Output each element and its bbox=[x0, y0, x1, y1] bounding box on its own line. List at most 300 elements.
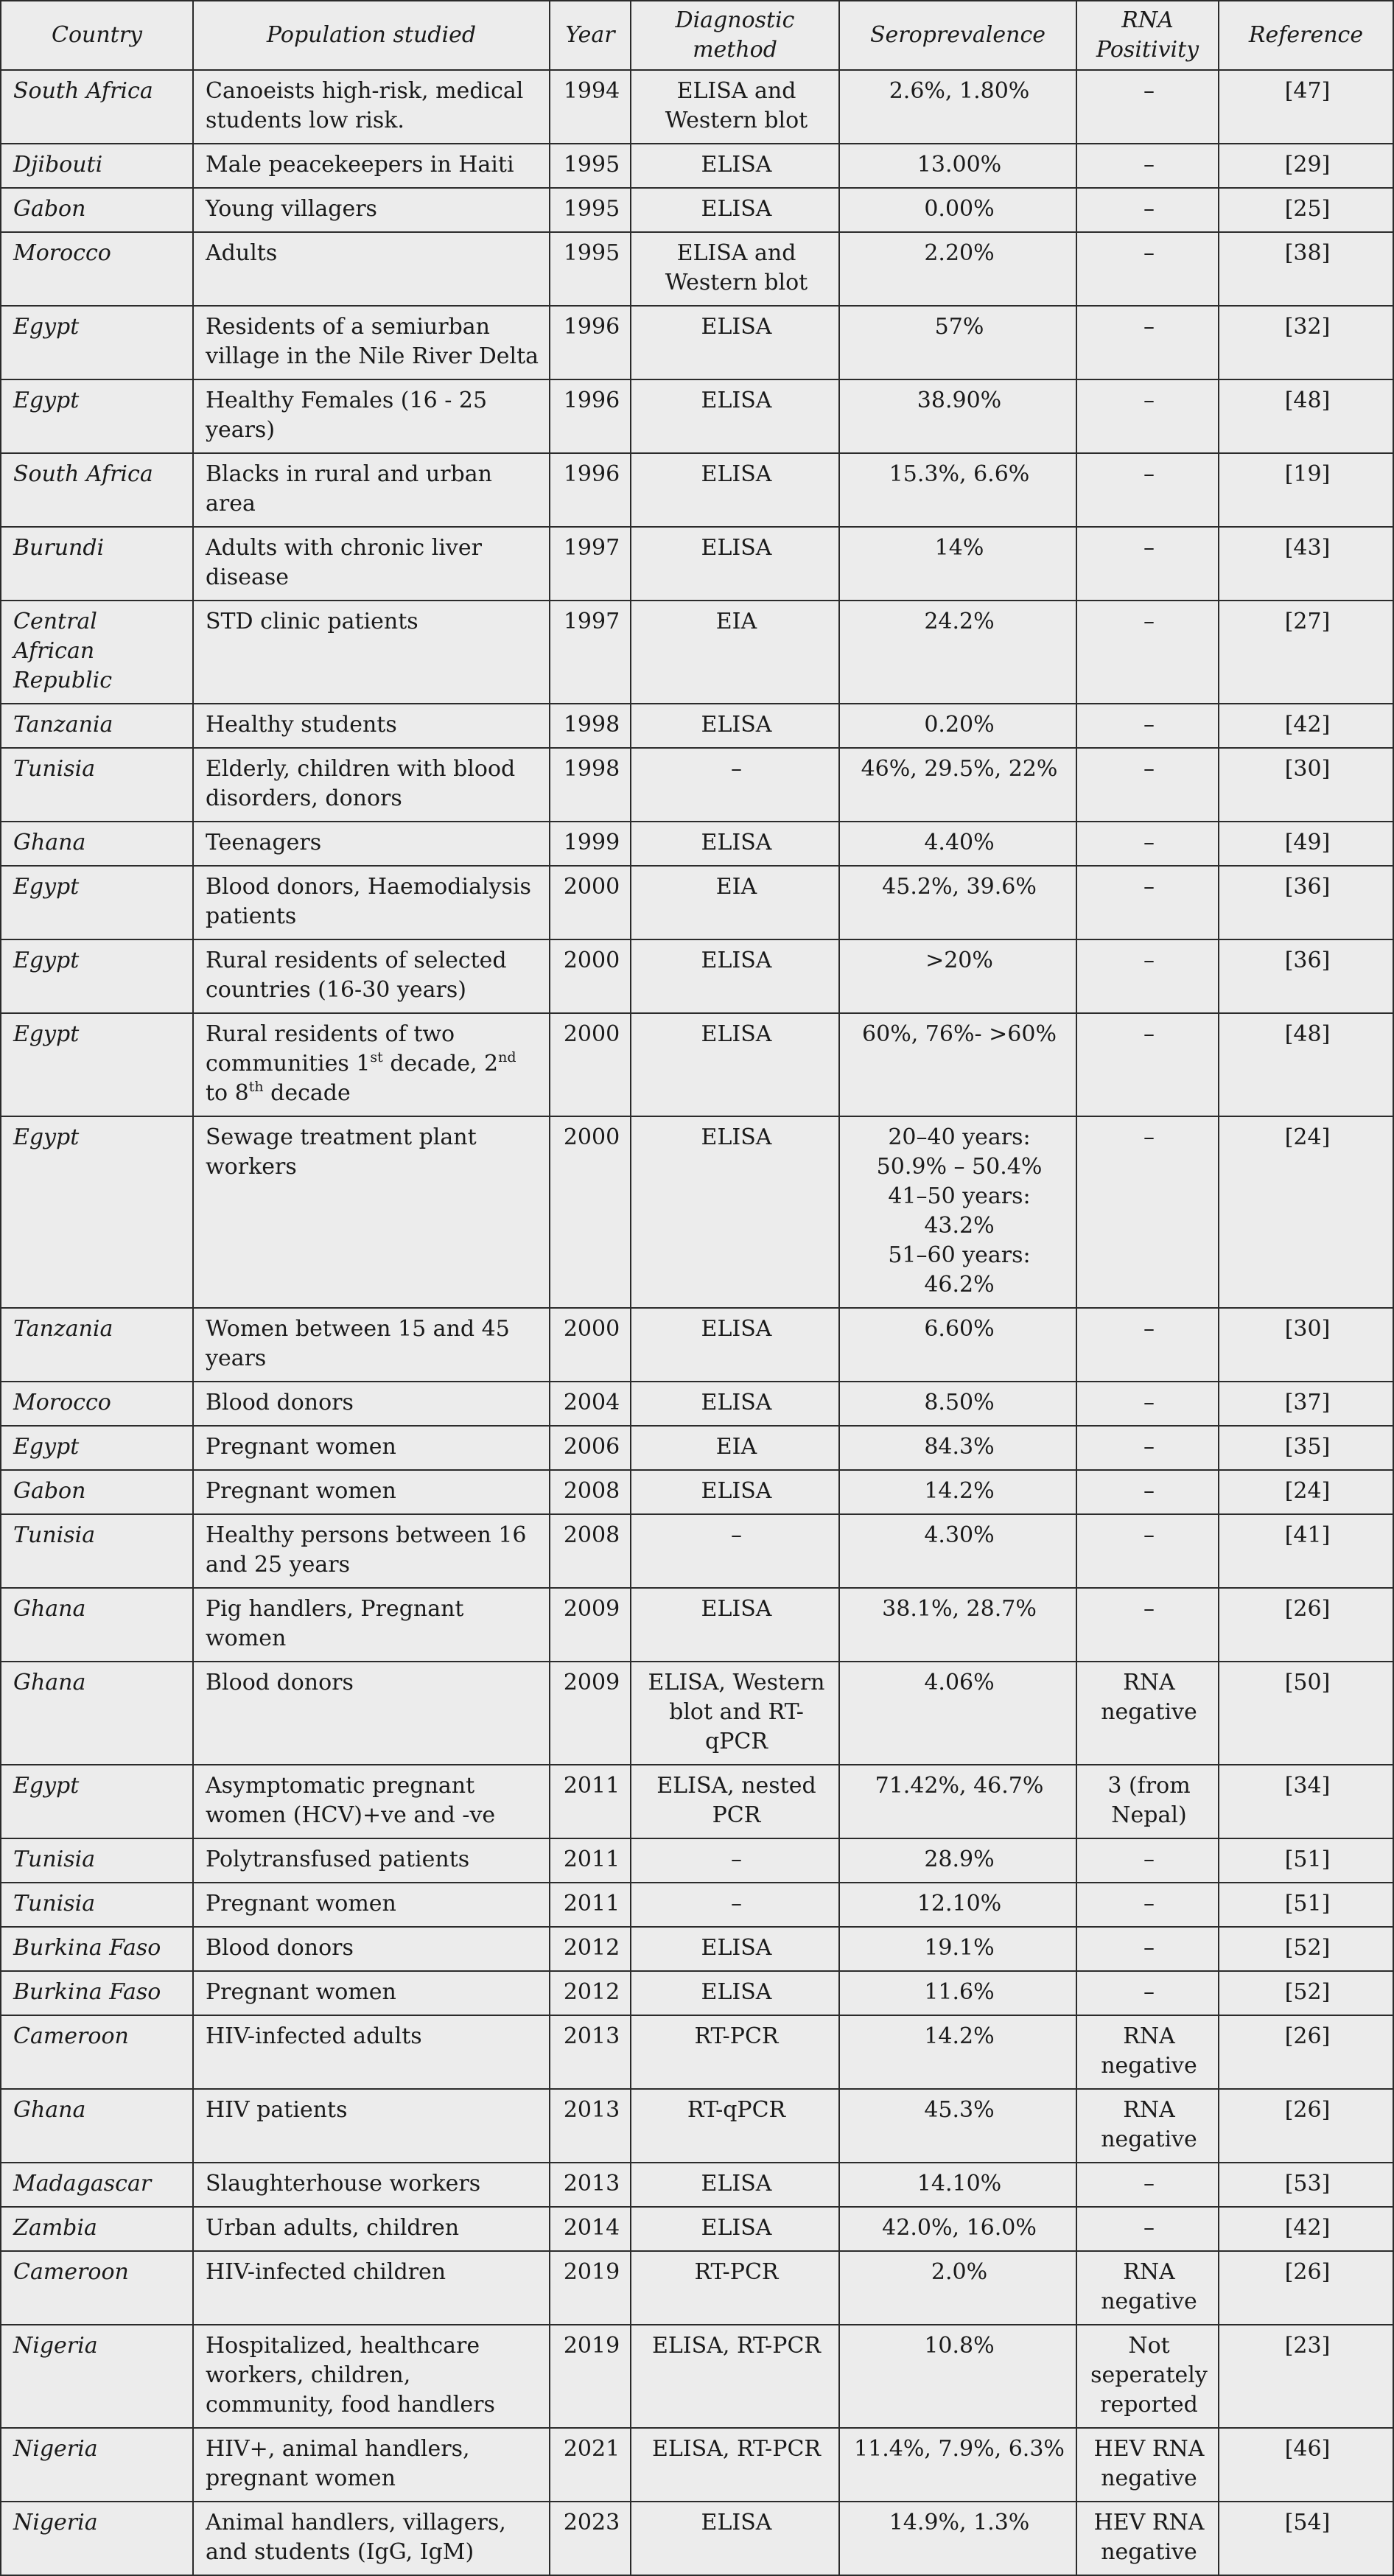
cell-method: ELISA and Western blot bbox=[631, 70, 839, 144]
cell-country: South Africa bbox=[1, 453, 193, 527]
cell-country: Egypt bbox=[1, 379, 193, 453]
cell-method: ELISA bbox=[631, 939, 839, 1013]
cell-country: Burkina Faso bbox=[1, 1927, 193, 1971]
cell-reference: [51] bbox=[1219, 1838, 1393, 1883]
cell-rna-positivity: – bbox=[1076, 704, 1219, 748]
cell-method: ELISA bbox=[631, 1927, 839, 1971]
cell-year: 2000 bbox=[550, 1116, 631, 1308]
cell-country: Ghana bbox=[1, 822, 193, 866]
cell-seroprevalence: 45.2%, 39.6% bbox=[839, 866, 1076, 939]
cell-country: Ghana bbox=[1, 2089, 193, 2163]
table-row bbox=[1, 1470, 1393, 1514]
table-row bbox=[1, 2163, 1393, 2207]
cell-country: Djibouti bbox=[1, 144, 193, 188]
cell-population: Blood donors bbox=[193, 1382, 550, 1426]
cell-seroprevalence: 71.42%, 46.7% bbox=[839, 1765, 1076, 1838]
cell-reference: [51] bbox=[1219, 1883, 1393, 1927]
cell-rna-positivity: RNA negative bbox=[1076, 2089, 1219, 2163]
cell-method: ELISA, RT-PCR bbox=[631, 2325, 839, 2428]
cell-year: 1995 bbox=[550, 188, 631, 232]
cell-seroprevalence: 14.2% bbox=[839, 1470, 1076, 1514]
cell-country: Tunisia bbox=[1, 1883, 193, 1927]
cell-year: 2009 bbox=[550, 1662, 631, 1765]
cell-seroprevalence: 4.40% bbox=[839, 822, 1076, 866]
cell-population: Women between 15 and 45 years bbox=[193, 1308, 550, 1382]
cell-method: ELISA and Western blot bbox=[631, 232, 839, 306]
cell-method: ELISA bbox=[631, 1308, 839, 1382]
cell-seroprevalence: 12.10% bbox=[839, 1883, 1076, 1927]
cell-reference: [36] bbox=[1219, 939, 1393, 1013]
cell-method: ELISA, nested PCR bbox=[631, 1765, 839, 1838]
population-text: to 8 bbox=[206, 1080, 249, 1106]
cell-seroprevalence: 19.1% bbox=[839, 1927, 1076, 1971]
cell-rna-positivity: – bbox=[1076, 1588, 1219, 1662]
cell-country: Nigeria bbox=[1, 2502, 193, 2575]
cell-seroprevalence: 11.4%, 7.9%, 6.3% bbox=[839, 2428, 1076, 2502]
cell-seroprevalence: 28.9% bbox=[839, 1838, 1076, 1883]
seroprevalence-line: 50.9% – 50.4% bbox=[876, 1154, 1043, 1180]
cell-year: 1995 bbox=[550, 232, 631, 306]
cell-rna-positivity: – bbox=[1076, 1013, 1219, 1116]
cell-rna-positivity: – bbox=[1076, 1470, 1219, 1514]
cell-country: Morocco bbox=[1, 1382, 193, 1426]
cell-seroprevalence: 2.20% bbox=[839, 232, 1076, 306]
table-row bbox=[1, 2428, 1393, 2502]
cell-seroprevalence: 57% bbox=[839, 306, 1076, 379]
cell-country: Tunisia bbox=[1, 1514, 193, 1588]
table-row bbox=[1, 1927, 1393, 1971]
cell-country: Burkina Faso bbox=[1, 1971, 193, 2015]
cell-method: ELISA, Western blot and RT-qPCR bbox=[631, 1662, 839, 1765]
cell-population: Healthy persons between 16 and 25 years bbox=[193, 1514, 550, 1588]
table-row bbox=[1, 1308, 1393, 1382]
cell-population: Adults with chronic liver disease bbox=[193, 527, 550, 601]
cell-population: HIV-infected children bbox=[193, 2251, 550, 2325]
cell-population bbox=[193, 1013, 550, 1116]
cell-country: Egypt bbox=[1, 1116, 193, 1308]
cell-method: ELISA bbox=[631, 2163, 839, 2207]
table-row bbox=[1, 1382, 1393, 1426]
cell-rna-positivity: – bbox=[1076, 1514, 1219, 1588]
cell-seroprevalence: 2.6%, 1.80% bbox=[839, 70, 1076, 144]
cell-year: 2012 bbox=[550, 1971, 631, 2015]
cell-seroprevalence: 14% bbox=[839, 527, 1076, 601]
table-row bbox=[1, 866, 1393, 939]
cell-year: 1997 bbox=[550, 601, 631, 704]
cell-country: Egypt bbox=[1, 1013, 193, 1116]
cell-reference: [46] bbox=[1219, 2428, 1393, 2502]
cell-reference: [27] bbox=[1219, 601, 1393, 704]
cell-seroprevalence: 13.00% bbox=[839, 144, 1076, 188]
table-row bbox=[1, 1838, 1393, 1883]
cell-year: 1999 bbox=[550, 822, 631, 866]
cell-seroprevalence: >20% bbox=[839, 939, 1076, 1013]
table-row bbox=[1, 144, 1393, 188]
cell-seroprevalence: 15.3%, 6.6% bbox=[839, 453, 1076, 527]
cell-rna-positivity: HEV RNA negative bbox=[1076, 2428, 1219, 2502]
cell-reference: [54] bbox=[1219, 2502, 1393, 2575]
cell-reference: [26] bbox=[1219, 2251, 1393, 2325]
cell-seroprevalence: 38.1%, 28.7% bbox=[839, 1588, 1076, 1662]
cell-method: ELISA bbox=[631, 704, 839, 748]
cell-reference: [52] bbox=[1219, 1971, 1393, 2015]
cell-population: Blood donors bbox=[193, 1662, 550, 1765]
cell-method: ELISA bbox=[631, 527, 839, 601]
cell-year: 2021 bbox=[550, 2428, 631, 2502]
cell-country: Egypt bbox=[1, 1426, 193, 1470]
cell-seroprevalence: 8.50% bbox=[839, 1382, 1076, 1426]
cell-population: Residents of a semiurban village in the Nile River Delta bbox=[193, 306, 550, 379]
table-row bbox=[1, 1013, 1393, 1116]
cell-country: South Africa bbox=[1, 70, 193, 144]
cell-rna-positivity: Not seperately reported bbox=[1076, 2325, 1219, 2428]
table-row bbox=[1, 527, 1393, 601]
cell-rna-positivity: – bbox=[1076, 748, 1219, 822]
cell-country: Egypt bbox=[1, 1765, 193, 1838]
cell-year: 2000 bbox=[550, 1308, 631, 1382]
cell-year: 1997 bbox=[550, 527, 631, 601]
cell-seroprevalence: 60%, 76%- >60% bbox=[839, 1013, 1076, 1116]
cell-reference: [32] bbox=[1219, 306, 1393, 379]
cell-seroprevalence: 6.60% bbox=[839, 1308, 1076, 1382]
ordinal-suffix: th bbox=[248, 1079, 264, 1095]
cell-population: Slaughterhouse workers bbox=[193, 2163, 550, 2207]
cell-population: Healthy students bbox=[193, 704, 550, 748]
cell-rna-positivity: – bbox=[1076, 1308, 1219, 1382]
cell-reference: [37] bbox=[1219, 1382, 1393, 1426]
cell-country: Morocco bbox=[1, 232, 193, 306]
cell-reference: [30] bbox=[1219, 748, 1393, 822]
cell-method: EIA bbox=[631, 1426, 839, 1470]
cell-seroprevalence: 45.3% bbox=[839, 2089, 1076, 2163]
cell-reference: [35] bbox=[1219, 1426, 1393, 1470]
cell-country: Cameroon bbox=[1, 2015, 193, 2089]
cell-reference: [47] bbox=[1219, 70, 1393, 144]
cell-population: Pregnant women bbox=[193, 1883, 550, 1927]
cell-method: RT-PCR bbox=[631, 2015, 839, 2089]
cell-year: 2008 bbox=[550, 1514, 631, 1588]
cell-reference: [52] bbox=[1219, 1927, 1393, 1971]
cell-method: ELISA bbox=[631, 1588, 839, 1662]
cell-reference: [34] bbox=[1219, 1765, 1393, 1838]
cell-method: EIA bbox=[631, 601, 839, 704]
cell-rna-positivity: – bbox=[1076, 1883, 1219, 1927]
header-row bbox=[1, 1, 1393, 70]
seroprevalence-line: 20–40 years: bbox=[888, 1124, 1031, 1150]
cell-seroprevalence: 11.6% bbox=[839, 1971, 1076, 2015]
cell-year: 2000 bbox=[550, 1013, 631, 1116]
cell-rna-positivity: – bbox=[1076, 379, 1219, 453]
table-row bbox=[1, 453, 1393, 527]
seroprevalence-line: 41–50 years: 43.2% bbox=[888, 1183, 1031, 1239]
cell-population: Polytransfused patients bbox=[193, 1838, 550, 1883]
table-row bbox=[1, 306, 1393, 379]
cell-method: ELISA bbox=[631, 1382, 839, 1426]
cell-method: EIA bbox=[631, 866, 839, 939]
cell-seroprevalence: 0.20% bbox=[839, 704, 1076, 748]
cell-rna-positivity: – bbox=[1076, 1426, 1219, 1470]
cell-reference: [24] bbox=[1219, 1470, 1393, 1514]
population-text: decade bbox=[263, 1080, 351, 1106]
cell-population: Pig handlers, Pregnant women bbox=[193, 1588, 550, 1662]
cell-rna-positivity: RNA negative bbox=[1076, 2015, 1219, 2089]
cell-method: ELISA bbox=[631, 306, 839, 379]
cell-country: Nigeria bbox=[1, 2428, 193, 2502]
table-row bbox=[1, 601, 1393, 704]
cell-reference: [25] bbox=[1219, 188, 1393, 232]
cell-year: 2013 bbox=[550, 2015, 631, 2089]
cell-reference: [41] bbox=[1219, 1514, 1393, 1588]
cell-rna-positivity: – bbox=[1076, 1382, 1219, 1426]
cell-seroprevalence: 24.2% bbox=[839, 601, 1076, 704]
cell-country: Madagascar bbox=[1, 2163, 193, 2207]
cell-rna-positivity: – bbox=[1076, 1116, 1219, 1308]
table-row bbox=[1, 2207, 1393, 2251]
cell-reference: [24] bbox=[1219, 1116, 1393, 1308]
table-row bbox=[1, 2251, 1393, 2325]
cell-seroprevalence: 14.10% bbox=[839, 2163, 1076, 2207]
cell-rna-positivity: – bbox=[1076, 306, 1219, 379]
table-row bbox=[1, 1883, 1393, 1927]
cell-population: Elderly, children with blood disorders, donors bbox=[193, 748, 550, 822]
cell-population: Canoeists high-risk, medical students low risk. bbox=[193, 70, 550, 144]
cell-country: Tunisia bbox=[1, 1838, 193, 1883]
cell-rna-positivity: – bbox=[1076, 2163, 1219, 2207]
cell-population: Animal handlers, villagers, and students (IgG, IgM) bbox=[193, 2502, 550, 2575]
cell-population: HIV patients bbox=[193, 2089, 550, 2163]
cell-method: ELISA, RT-PCR bbox=[631, 2428, 839, 2502]
cell-reference: [36] bbox=[1219, 866, 1393, 939]
table-row bbox=[1, 2015, 1393, 2089]
cell-rna-positivity: – bbox=[1076, 2207, 1219, 2251]
cell-rna-positivity: – bbox=[1076, 1927, 1219, 1971]
cell-method: ELISA bbox=[631, 1013, 839, 1116]
cell-population: Pregnant women bbox=[193, 1971, 550, 2015]
cell-rna-positivity: RNA negative bbox=[1076, 1662, 1219, 1765]
cell-reference: [26] bbox=[1219, 2089, 1393, 2163]
cell-population: Healthy Females (16 - 25 years) bbox=[193, 379, 550, 453]
cell-country: Ghana bbox=[1, 1662, 193, 1765]
cell-reference: [38] bbox=[1219, 232, 1393, 306]
cell-country: Gabon bbox=[1, 188, 193, 232]
table-row bbox=[1, 188, 1393, 232]
cell-reference: [30] bbox=[1219, 1308, 1393, 1382]
cell-rna-positivity: – bbox=[1076, 453, 1219, 527]
population-text: decade, 2 bbox=[382, 1051, 499, 1077]
table-row bbox=[1, 232, 1393, 306]
cell-reference: [50] bbox=[1219, 1662, 1393, 1765]
cell-seroprevalence: 46%, 29.5%, 22% bbox=[839, 748, 1076, 822]
cell-rna-positivity: – bbox=[1076, 188, 1219, 232]
cell-population: Pregnant women bbox=[193, 1470, 550, 1514]
cell-year: 2004 bbox=[550, 1382, 631, 1426]
cell-seroprevalence: 4.30% bbox=[839, 1514, 1076, 1588]
cell-country: Tunisia bbox=[1, 748, 193, 822]
cell-year: 2019 bbox=[550, 2251, 631, 2325]
cell-seroprevalence bbox=[839, 1116, 1076, 1308]
table-row bbox=[1, 70, 1393, 144]
cell-year: 2006 bbox=[550, 1426, 631, 1470]
cell-rna-positivity: RNA negative bbox=[1076, 2251, 1219, 2325]
cell-year: 2014 bbox=[550, 2207, 631, 2251]
cell-rna-positivity: 3 (from Nepal) bbox=[1076, 1765, 1219, 1838]
cell-year: 2023 bbox=[550, 2502, 631, 2575]
cell-rna-positivity: – bbox=[1076, 822, 1219, 866]
table-row bbox=[1, 939, 1393, 1013]
cell-seroprevalence: 38.90% bbox=[839, 379, 1076, 453]
cell-rna-positivity: – bbox=[1076, 1971, 1219, 2015]
table-row bbox=[1, 1765, 1393, 1838]
cell-reference: [23] bbox=[1219, 2325, 1393, 2428]
cell-method: RT-qPCR bbox=[631, 2089, 839, 2163]
header-reference: Reference bbox=[1219, 1, 1393, 70]
cell-year: 2012 bbox=[550, 1927, 631, 1971]
cell-year: 1994 bbox=[550, 70, 631, 144]
cell-country: Tanzania bbox=[1, 704, 193, 748]
cell-method: ELISA bbox=[631, 2207, 839, 2251]
table-row bbox=[1, 1662, 1393, 1765]
cell-seroprevalence: 84.3% bbox=[839, 1426, 1076, 1470]
cell-seroprevalence: 0.00% bbox=[839, 188, 1076, 232]
cell-rna-positivity: – bbox=[1076, 232, 1219, 306]
cell-method: – bbox=[631, 1838, 839, 1883]
cell-reference: [26] bbox=[1219, 1588, 1393, 1662]
header-country: Country bbox=[1, 1, 193, 70]
cell-method: – bbox=[631, 1883, 839, 1927]
cell-year: 2011 bbox=[550, 1838, 631, 1883]
cell-method: ELISA bbox=[631, 144, 839, 188]
ordinal-suffix: st bbox=[370, 1049, 383, 1065]
cell-population: Rural residents of selected countries (16-30 years) bbox=[193, 939, 550, 1013]
cell-population: Hospitalized, healthcare workers, children, community, food handlers bbox=[193, 2325, 550, 2428]
cell-reference: [42] bbox=[1219, 2207, 1393, 2251]
cell-population: STD clinic patients bbox=[193, 601, 550, 704]
cell-rna-positivity: – bbox=[1076, 939, 1219, 1013]
cell-reference: [53] bbox=[1219, 2163, 1393, 2207]
table-row bbox=[1, 1514, 1393, 1588]
cell-reference: [19] bbox=[1219, 453, 1393, 527]
table-row bbox=[1, 379, 1393, 453]
cell-method: – bbox=[631, 1514, 839, 1588]
cell-year: 2009 bbox=[550, 1588, 631, 1662]
table-row bbox=[1, 1116, 1393, 1308]
cell-method: ELISA bbox=[631, 1116, 839, 1308]
cell-country: Nigeria bbox=[1, 2325, 193, 2428]
cell-reference: [29] bbox=[1219, 144, 1393, 188]
cell-seroprevalence: 14.2% bbox=[839, 2015, 1076, 2089]
cell-population: Asymptomatic pregnant women (HCV)+ve and -ve bbox=[193, 1765, 550, 1838]
cell-rna-positivity: – bbox=[1076, 1838, 1219, 1883]
seroprevalence-line: 51–60 years: 46.2% bbox=[888, 1242, 1031, 1298]
cell-country: Zambia bbox=[1, 2207, 193, 2251]
table-row bbox=[1, 822, 1393, 866]
table-row bbox=[1, 1588, 1393, 1662]
cell-year: 1996 bbox=[550, 379, 631, 453]
cell-country: Ghana bbox=[1, 1588, 193, 1662]
header-method: Diagnostic method bbox=[631, 1, 839, 70]
cell-reference: [49] bbox=[1219, 822, 1393, 866]
cell-rna-positivity: – bbox=[1076, 527, 1219, 601]
cell-method: ELISA bbox=[631, 379, 839, 453]
cell-method: ELISA bbox=[631, 188, 839, 232]
cell-rna-positivity: – bbox=[1076, 866, 1219, 939]
cell-method: ELISA bbox=[631, 1971, 839, 2015]
cell-year: 1996 bbox=[550, 453, 631, 527]
cell-reference: [48] bbox=[1219, 1013, 1393, 1116]
cell-method: ELISA bbox=[631, 453, 839, 527]
cell-seroprevalence: 4.06% bbox=[839, 1662, 1076, 1765]
cell-year: 2011 bbox=[550, 1765, 631, 1838]
table-row bbox=[1, 1426, 1393, 1470]
population-text: Rural residents of two communities 1 bbox=[206, 1021, 455, 1077]
table-header bbox=[1, 1, 1393, 70]
table-row bbox=[1, 2325, 1393, 2428]
cell-country: Egypt bbox=[1, 866, 193, 939]
cell-population: Male peacekeepers in Haiti bbox=[193, 144, 550, 188]
cell-country: Egypt bbox=[1, 939, 193, 1013]
table-row bbox=[1, 2089, 1393, 2163]
cell-method: ELISA bbox=[631, 2502, 839, 2575]
cell-rna-positivity: – bbox=[1076, 144, 1219, 188]
cell-population: HIV-infected adults bbox=[193, 2015, 550, 2089]
cell-year: 2000 bbox=[550, 939, 631, 1013]
cell-year: 2011 bbox=[550, 1883, 631, 1927]
cell-year: 1998 bbox=[550, 704, 631, 748]
header-population: Population studied bbox=[193, 1, 550, 70]
table-row bbox=[1, 2502, 1393, 2575]
cell-population: Blood donors, Haemodialysis patients bbox=[193, 866, 550, 939]
cell-method: – bbox=[631, 748, 839, 822]
cell-rna-positivity: – bbox=[1076, 601, 1219, 704]
cell-country: Tanzania bbox=[1, 1308, 193, 1382]
cell-population: Urban adults, children bbox=[193, 2207, 550, 2251]
cell-year: 1995 bbox=[550, 144, 631, 188]
cell-country: Cameroon bbox=[1, 2251, 193, 2325]
cell-population: Adults bbox=[193, 232, 550, 306]
cell-population: Blacks in rural and urban area bbox=[193, 453, 550, 527]
cell-year: 2000 bbox=[550, 866, 631, 939]
cell-method: ELISA bbox=[631, 1470, 839, 1514]
header-year: Year bbox=[550, 1, 631, 70]
cell-reference: [43] bbox=[1219, 527, 1393, 601]
cell-population: Teenagers bbox=[193, 822, 550, 866]
cell-method: ELISA bbox=[631, 822, 839, 866]
cell-population: Blood donors bbox=[193, 1927, 550, 1971]
table-row bbox=[1, 704, 1393, 748]
cell-seroprevalence: 10.8% bbox=[839, 2325, 1076, 2428]
cell-country: Gabon bbox=[1, 1470, 193, 1514]
cell-rna-positivity: – bbox=[1076, 70, 1219, 144]
cell-country: Central African Republic bbox=[1, 601, 193, 704]
cell-seroprevalence: 2.0% bbox=[839, 2251, 1076, 2325]
table-row bbox=[1, 1971, 1393, 2015]
cell-country: Burundi bbox=[1, 527, 193, 601]
ordinal-suffix: nd bbox=[498, 1049, 516, 1065]
cell-reference: [26] bbox=[1219, 2015, 1393, 2089]
table-body bbox=[1, 70, 1393, 2575]
cell-reference: [48] bbox=[1219, 379, 1393, 453]
cell-year: 2008 bbox=[550, 1470, 631, 1514]
cell-year: 2013 bbox=[550, 2163, 631, 2207]
cell-rna-positivity: HEV RNA negative bbox=[1076, 2502, 1219, 2575]
header-rna-positivity: RNA Positivity bbox=[1076, 1, 1219, 70]
cell-reference: [42] bbox=[1219, 704, 1393, 748]
cell-year: 1996 bbox=[550, 306, 631, 379]
cell-seroprevalence: 14.9%, 1.3% bbox=[839, 2502, 1076, 2575]
cell-population: HIV+, animal handlers, pregnant women bbox=[193, 2428, 550, 2502]
cell-population: Pregnant women bbox=[193, 1426, 550, 1470]
cell-country: Egypt bbox=[1, 306, 193, 379]
